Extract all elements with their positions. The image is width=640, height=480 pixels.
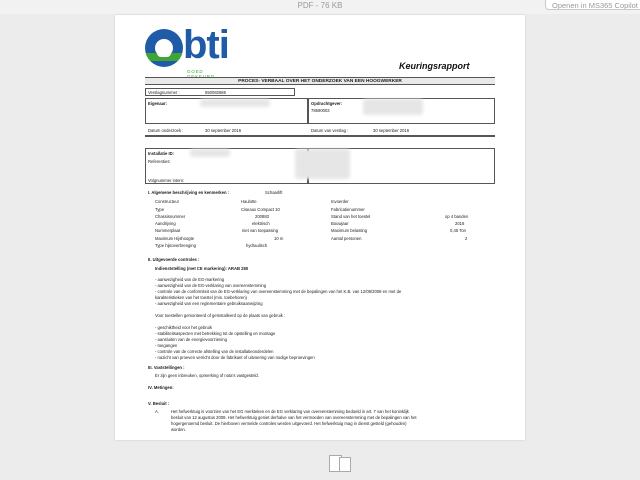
- conclusion-line: besluit van 12 augustus 2008. Het hefwerktuig geniet derhalve van het vermoeden van overeenstemming met de bepalingen van het: [171, 415, 417, 420]
- logo-word: bti: [183, 23, 229, 67]
- section-4-title: IV. Metingen:: [148, 385, 174, 390]
- spec-label: Bouwjaar: [331, 221, 349, 226]
- file-title: PDF - 76 KB: [297, 1, 343, 10]
- spec-label: Constructeur: [155, 199, 179, 204]
- opdrachtgever-value: 78590003: [311, 108, 330, 113]
- spec-label: Nummerplaat: [155, 228, 181, 233]
- section-3-title: III. Vaststellingen :: [148, 365, 185, 370]
- section-2-intro: Voor toestellen gemonteerd of geïnstalleerd op de plaats van gebruik :: [155, 313, 286, 318]
- section-3-text: Er zijn geen inbreuken, opmerking of nota's vastgesteld.: [155, 373, 259, 378]
- conclusion-line: hogergenoemd besluit. De hierboven vermelde controles werden uitgevoerd. Het hefwerktuig mag in dienst gesteld (gehouden): [171, 421, 407, 426]
- logo-ring-icon: [145, 29, 183, 67]
- section-2-subtitle: Indienststelling (met CE markering): ARAB 280: [155, 266, 249, 271]
- spec-label: Type hijsoverbrenging: [155, 243, 196, 248]
- installatie-id-label: Installatie ID:: [148, 151, 175, 156]
- spec-value: Ciseaux Compact 10: [241, 207, 280, 212]
- check-item: - controle van de correcte afstelling van de installatieonderdelen: [155, 349, 274, 354]
- spec-label: Stand van het toestel: [331, 214, 371, 219]
- conclusion-letter: A.: [155, 409, 159, 414]
- datum-verslag-value: 30 september 2016: [373, 128, 410, 133]
- section-1-type: Schaarlift: [265, 190, 283, 195]
- spec-value: 2: [465, 236, 468, 241]
- spec-label: Maximum belasting: [331, 228, 368, 233]
- open-in-app-button[interactable]: Openen in MS365 Copilot: [545, 0, 640, 10]
- volgnummer-label: Volgnummer intern:: [148, 178, 185, 183]
- section-1-title: I. Algemene beschrijving en kenmerken :: [148, 190, 230, 195]
- spec-label: Aandrijving: [155, 221, 176, 226]
- check-item: - toegangen: [155, 343, 178, 348]
- spec-value: 200883: [255, 214, 269, 219]
- spec-label: Type: [155, 207, 165, 212]
- datum-onderzoek-value: 30 september 2016: [205, 128, 242, 133]
- check-item: - aansluiten van de energievoorziening: [155, 337, 227, 342]
- spec-label: Fabricatienummer: [331, 207, 365, 212]
- eigenaar-label: Eigenaar:: [148, 101, 168, 106]
- redacted-owner: [200, 99, 270, 107]
- datum-onderzoek-label: Datum onderzoek :: [148, 128, 184, 133]
- section-2-title: II. Uitgevoerde controles :: [148, 257, 200, 262]
- datum-verslag-label: Datum van verslag :: [311, 128, 349, 133]
- page-thumbnail-icon[interactable]: [329, 455, 353, 473]
- check-item: karakteristieken van het toestel (min. toebehoren): [155, 295, 247, 300]
- redacted-client: [363, 99, 423, 115]
- spec-value: elektrisch: [252, 221, 270, 226]
- date-rule: [145, 135, 495, 137]
- pdf-page: [115, 15, 525, 440]
- report-title: Keuringsrapport: [399, 61, 470, 71]
- check-item: - aanwezigheid van de EG-verklaring van overeenstemming: [155, 283, 267, 288]
- section-5-title: V. Besluit :: [148, 401, 170, 406]
- spec-value: niet van toepassing: [242, 228, 279, 233]
- check-item: - stabiliteitsaspecten met betrekking tot de opstelling en montage: [155, 331, 276, 336]
- check-item: - controle van de conformiteit van de EG-verklaring van overeenstemming met de bepalingen van het K.B. van 12/08/2008 en met de: [155, 289, 402, 294]
- spec-value: hydraulisch: [246, 243, 268, 248]
- spec-label: Invoerder: [331, 199, 349, 204]
- spec-label: Aantal personen: [331, 236, 362, 241]
- spec-value: 0,45 Ton: [450, 228, 466, 233]
- redacted-location: [295, 149, 350, 179]
- spec-value: Haulotte: [241, 199, 257, 204]
- logo-tagline: GOED: [187, 69, 204, 74]
- spec-value: op 4 banden: [445, 214, 469, 219]
- verslag-label: Verslagnummer :: [148, 90, 180, 95]
- conclusion-line: Het hefwerktuig is voorzien van het EG merkteken en de EG verklaring van overeenstemming bedoeld in art. 7 van het koninklijk: [171, 409, 409, 414]
- conclusion-line: worden.: [171, 427, 186, 432]
- check-item: - nazicht van proeven verricht door de fabrikant of uitvoering van nodige beproevingen: [155, 355, 315, 360]
- spec-value: 2016: [455, 221, 465, 226]
- check-item: - geschiktheid voor het gebruik: [155, 325, 213, 330]
- process-title: PROCES- VERBAAL OVER HET ONDERZOEK VAN EEN HOOGWERKER: [145, 77, 495, 85]
- spec-label: Chassisnummer: [155, 214, 186, 219]
- spec-label: Maximum Hijshoogte: [155, 236, 195, 241]
- check-item: - aanwezigheid van de EG-markering: [155, 277, 225, 282]
- viewer-topbar: [0, 0, 640, 14]
- spec-value: 10 m: [274, 236, 284, 241]
- verslag-value: 550082686: [205, 90, 226, 95]
- redacted-installatie: [190, 149, 230, 157]
- check-item: - aanwezigheid van een reglementaire gebruiksaanwijzing: [155, 301, 263, 306]
- parties-divider: [307, 98, 309, 124]
- referenties-label: Referenties:: [148, 159, 171, 164]
- opdrachtgever-label: Opdrachtgever:: [311, 101, 343, 106]
